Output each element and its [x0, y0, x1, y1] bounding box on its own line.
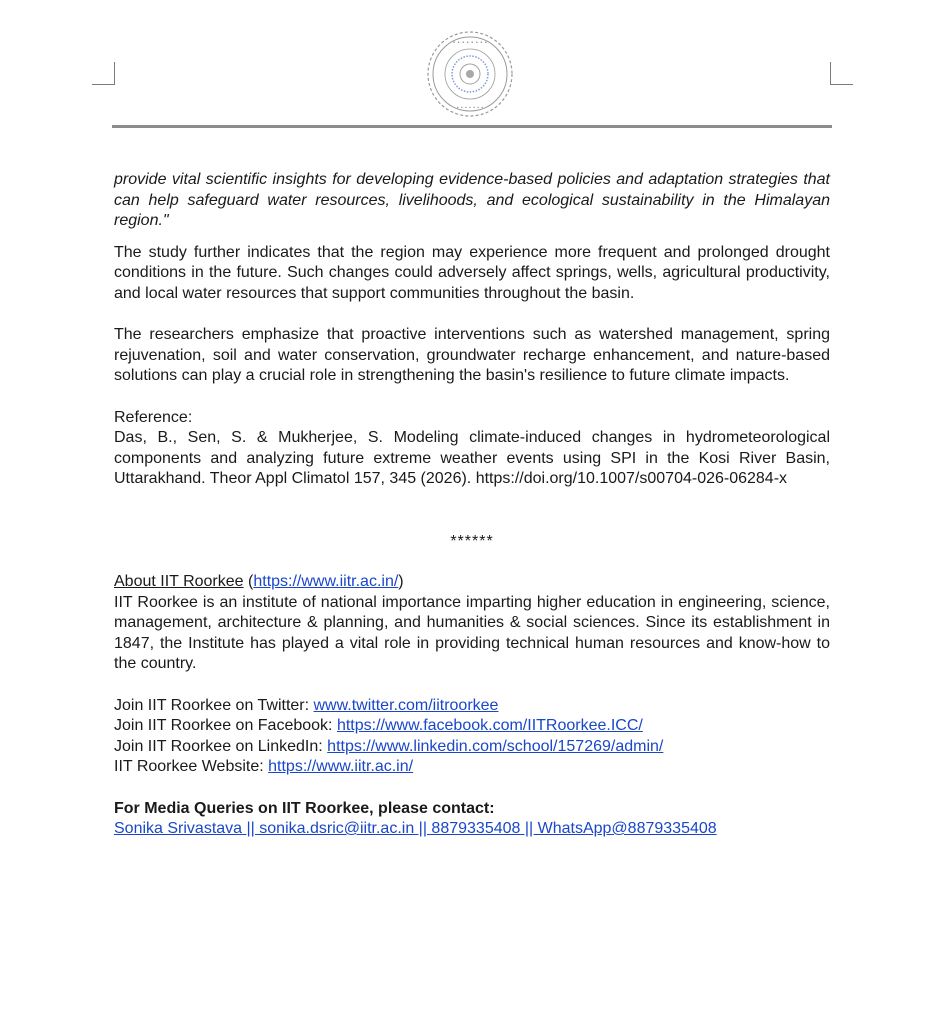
document-body	[114, 170, 830, 840]
website-label: IIT Roorkee Website:	[114, 758, 269, 775]
header-rule	[112, 125, 832, 128]
interventions-paragraph: The researchers emphasize that proactive interventions such as watershed management, spring rejuvenation, soil and water conservation, groundwater recharge enhancement, and nature-based solutions can play a crucial role in strengthening the basin's resilience to future climate impacts.	[114, 326, 830, 384]
reference-section	[114, 408, 830, 490]
svg-text:• • • • • • •: • • • • • • •	[456, 106, 484, 111]
about-paren-close: )	[398, 573, 404, 590]
about-heading-line	[114, 572, 830, 593]
media-heading: For Media Queries on IIT Roorkee, please contact:	[114, 799, 495, 817]
drought-paragraph: The study further indicates that the region may experience more frequent and prolonged drought conditions in the future. Such changes could adversely affect springs, wells, agricultural productivity, and local water resources that support communities throughout the basin.	[114, 243, 830, 302]
media-contact-link[interactable]: Sonika Srivastava || sonika.dsric@iitr.ac.in || 8879335408 || WhatsApp@8879335408	[114, 820, 717, 837]
facebook-link[interactable]: https://www.facebook.com/IITRoorkee.ICC/	[336, 717, 643, 734]
about-url-link[interactable]: https://www.iitr.ac.in/	[253, 573, 399, 590]
twitter-label: Join IIT Roorkee on Twitter:	[114, 696, 314, 714]
about-paren-open: (	[243, 573, 254, 590]
reference-heading: Reference:	[114, 408, 193, 426]
about-text: IIT Roorkee is an institute of national importance imparting higher education in engineering, science, management, architecture & planning, and humanities & social sciences. Since its establishment in 1847, the Institute has played a vital role in providing technical human resources and know-how to the country.	[114, 593, 830, 672]
crop-mark-right	[830, 62, 853, 85]
svg-text:• • • • • • • •: • • • • • • • •	[452, 40, 488, 46]
twitter-link[interactable]: www.twitter.com/iitroorkee	[313, 696, 499, 714]
media-section	[114, 799, 830, 840]
website-line	[114, 757, 830, 778]
linkedin-line	[114, 737, 830, 758]
facebook-label: Join IIT Roorkee on Facebook:	[114, 717, 337, 734]
twitter-line	[114, 696, 830, 717]
iit-roorkee-logo	[425, 29, 515, 119]
social-links	[114, 696, 830, 778]
linkedin-link[interactable]: https://www.linkedin.com/school/157269/admin/	[327, 737, 664, 755]
quote-continuation: provide vital scientific insights for developing evidence-based policies and adaptation strategies that can help safeguard water resources, livelihoods, and ecological sustainability in the Himalayan region."	[114, 171, 830, 229]
facebook-line	[114, 716, 830, 737]
linkedin-label: Join IIT Roorkee on LinkedIn:	[114, 737, 328, 755]
crop-mark-left	[92, 62, 115, 85]
website-link[interactable]: https://www.iitr.ac.in/	[268, 758, 414, 775]
section-separator: ******	[450, 532, 494, 550]
reference-text: Das, B., Sen, S. & Mukherjee, S. Modeling climate-induced changes in hydrometeorological components and analyzing future extreme weather events using SPI in the Kosi River Basin, Uttarakhand. Theor Appl Climatol 157, 345 (2026). https://doi.org/10.1007/s00704-026-06284-x	[114, 429, 830, 487]
about-heading: About IIT Roorkee	[114, 573, 244, 590]
